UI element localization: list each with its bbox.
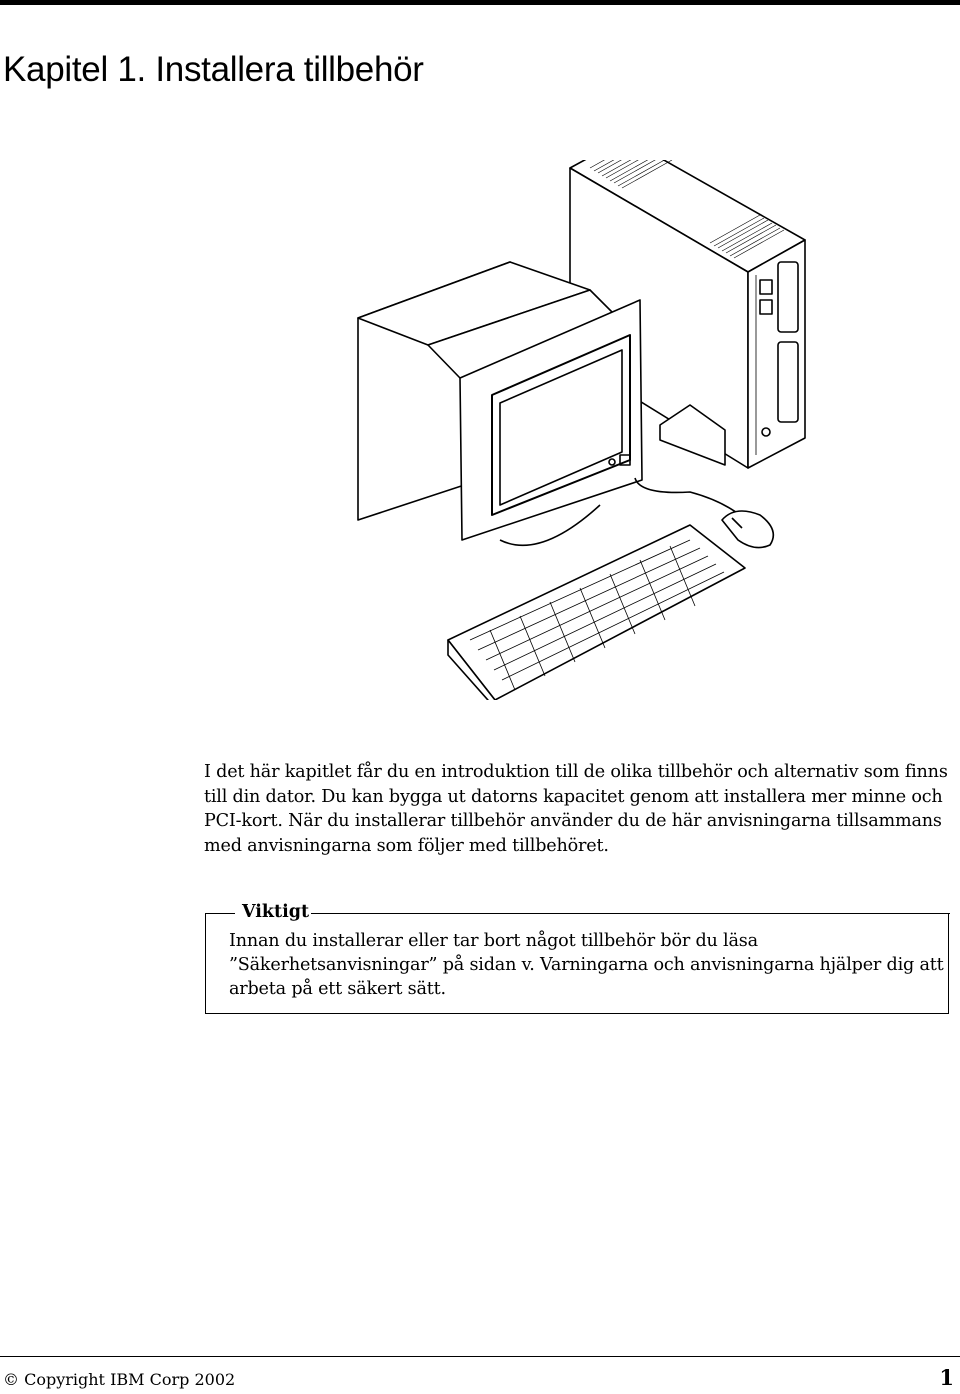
chapter-title: Kapitel 1. Installera tillbehör bbox=[3, 50, 424, 89]
intro-paragraph: I det här kapitlet får du en introduktion till de olika tillbehör och alternativ som finns till din dator. Du kan bygga ut datorns kapacitet genom att installera mer minne och PCI-kort. När du installerar tillbehör använder du de här anvisningarna tillsammans med anvisningarna som följer med tillbehöret. bbox=[204, 762, 948, 856]
computer-illustration bbox=[355, 160, 810, 700]
top-rule bbox=[0, 0, 960, 5]
keyboard bbox=[448, 525, 745, 700]
notice-frame-right bbox=[306, 913, 950, 914]
monitor bbox=[358, 262, 642, 545]
notice-body: Innan du installerar eller tar bort något tillbehör bör du läsa ”Säkerhetsanvisningar” på sidan v. Varningarna och anvisningarna hjälper dig att arbeta på ett säkert sätt. bbox=[229, 931, 944, 1000]
notice-box bbox=[205, 902, 949, 1014]
page-number: 1 bbox=[939, 1365, 954, 1390]
copyright-text: © Copyright IBM Corp 2002 bbox=[3, 1370, 236, 1389]
footer-rule bbox=[0, 1356, 960, 1357]
mouse bbox=[722, 511, 773, 548]
notice-frame-left bbox=[205, 913, 235, 914]
notice-heading: Viktigt bbox=[242, 902, 310, 922]
